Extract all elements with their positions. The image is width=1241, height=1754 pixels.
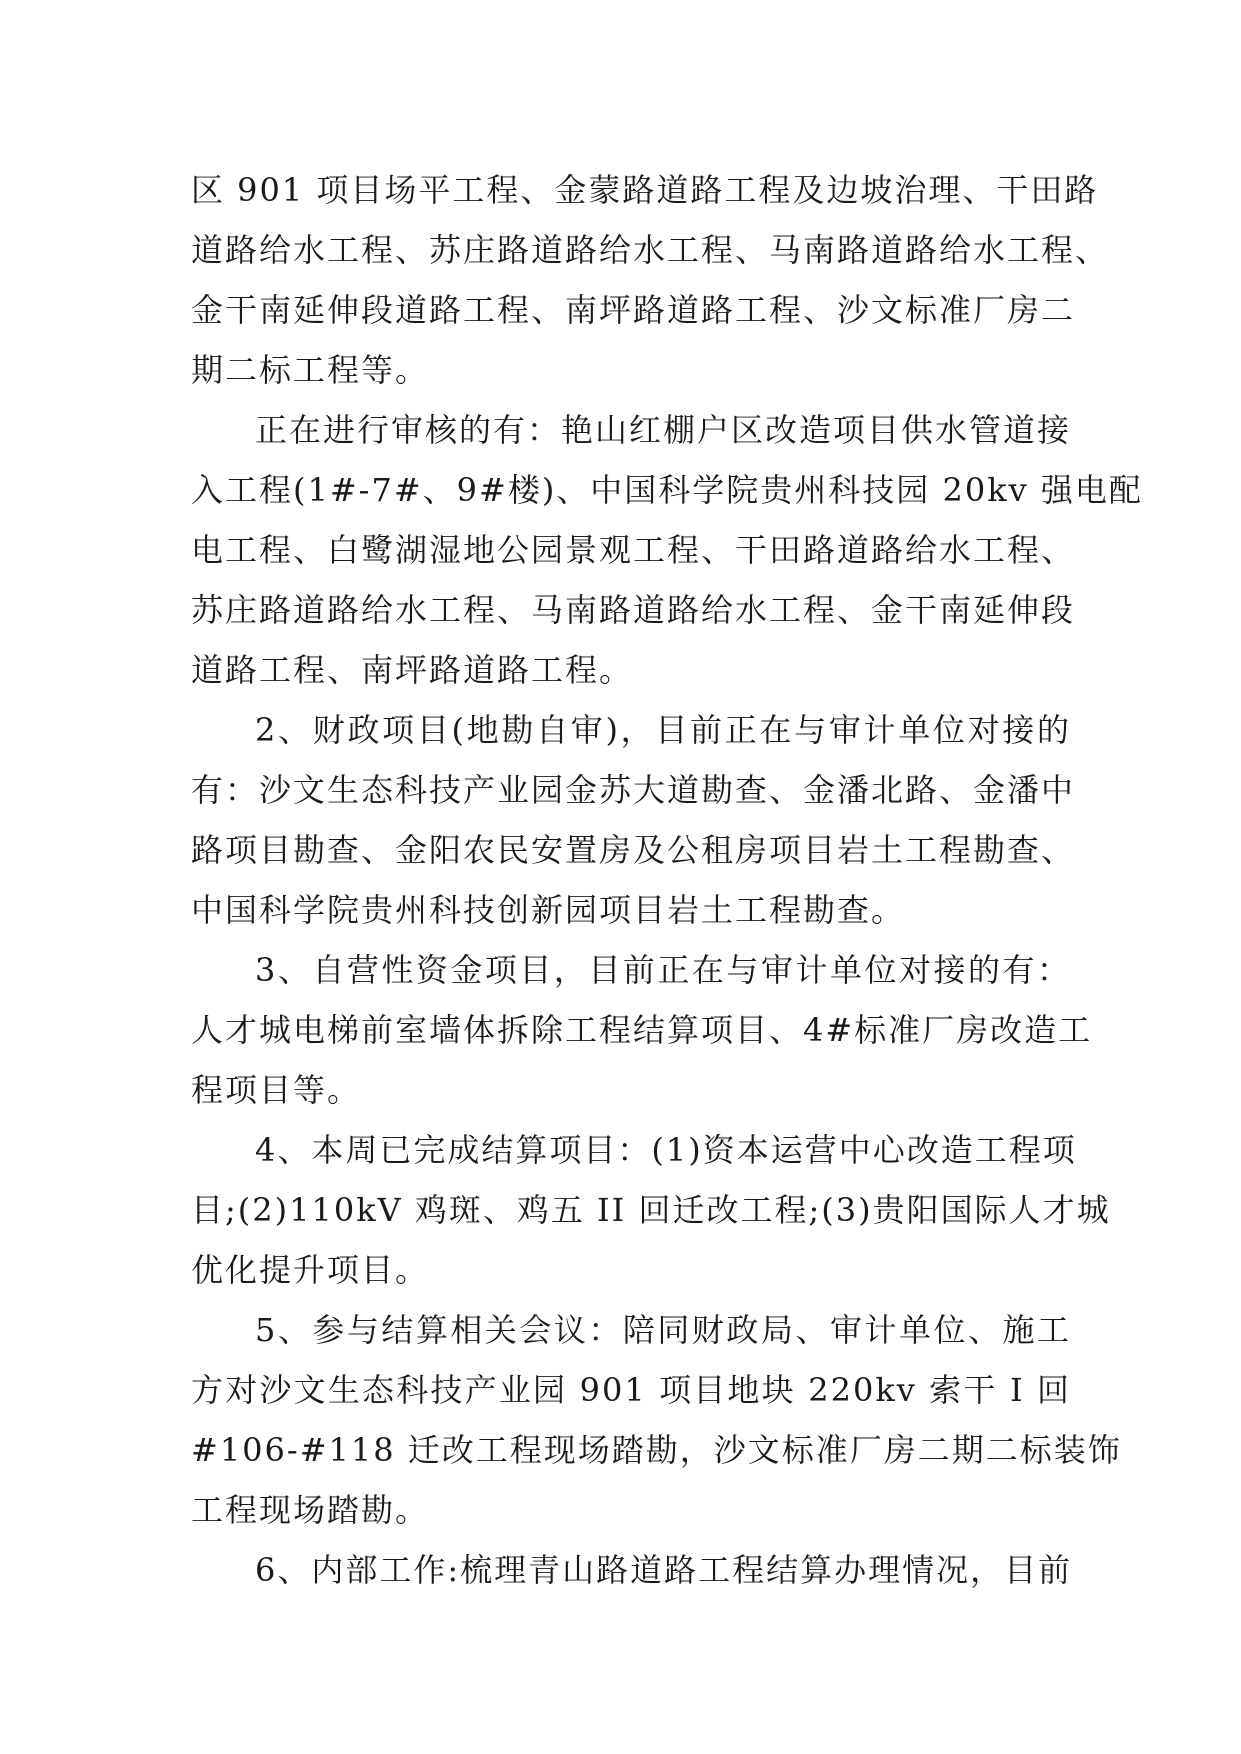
text-line-2: 道路给水工程、苏庄路道路给水工程、马南路道路给水工程、	[191, 231, 1110, 269]
body-text	[191, 160, 1143, 1600]
text-line-5: 正在进行审核的有：艳山红棚户区改造项目供水管道接	[255, 411, 1072, 449]
text-line-14: 3、自营性资金项目，目前正在与审计单位对接的有：	[255, 951, 1071, 989]
text-line-1: 区 901 项目场平工程、金蒙路道路工程及边坡治理、干田路	[191, 171, 1099, 209]
text-line-6: 入工程(1#-7#、9#楼)、中国科学院贵州科技园 20kv 强电配	[191, 471, 1143, 509]
text-line-10: 2、财政项目(地勘自审)，目前正在与审计单位对接的	[255, 711, 1071, 749]
text-line-17: 4、本周已完成结算项目：(1)资本运营中心改造工程项	[255, 1131, 1077, 1169]
text-line-8: 苏庄路道路给水工程、马南路道路给水工程、金干南延伸段	[191, 591, 1076, 629]
text-line-18: 目;(2)110kV 鸡斑、鸡五 II 回迁改工程;(3)贵阳国际人才城	[191, 1191, 1111, 1229]
text-line-22: #106-#118 迁改工程现场踏勘，沙文标准厂房二期二标装饰	[191, 1431, 1122, 1469]
text-line-24: 6、内部工作:梳理青山路道路工程结算办理情况，目前	[255, 1551, 1073, 1589]
text-line-3: 金干南延伸段道路工程、南坪路道路工程、沙文标准厂房二	[191, 291, 1076, 329]
text-line-4: 期二标工程等。	[191, 351, 430, 389]
text-line-12: 路项目勘查、金阳农民安置房及公租房项目岩土工程勘查、	[191, 831, 1076, 869]
text-line-21: 方对沙文生态科技产业园 901 项目地块 220kv 索干 I 回	[191, 1371, 1071, 1409]
text-line-19: 优化提升项目。	[191, 1251, 430, 1289]
text-line-11: 有：沙文生态科技产业园金苏大道勘查、金潘北路、金潘中	[191, 771, 1076, 809]
text-line-7: 电工程、白鹭湖湿地公园景观工程、干田路道路给水工程、	[191, 531, 1076, 569]
text-line-20: 5、参与结算相关会议：陪同财政局、审计单位、施工	[255, 1311, 1071, 1349]
text-line-9: 道路工程、南坪路道路工程。	[191, 651, 634, 689]
text-line-23: 工程现场踏勘。	[191, 1491, 430, 1529]
text-line-15: 人才城电梯前室墙体拆除工程结算项目、4#标准厂房改造工	[191, 1011, 1093, 1049]
text-line-13: 中国科学院贵州科技创新园项目岩土工程勘查。	[191, 891, 906, 929]
text-line-16: 程项目等。	[191, 1071, 362, 1109]
